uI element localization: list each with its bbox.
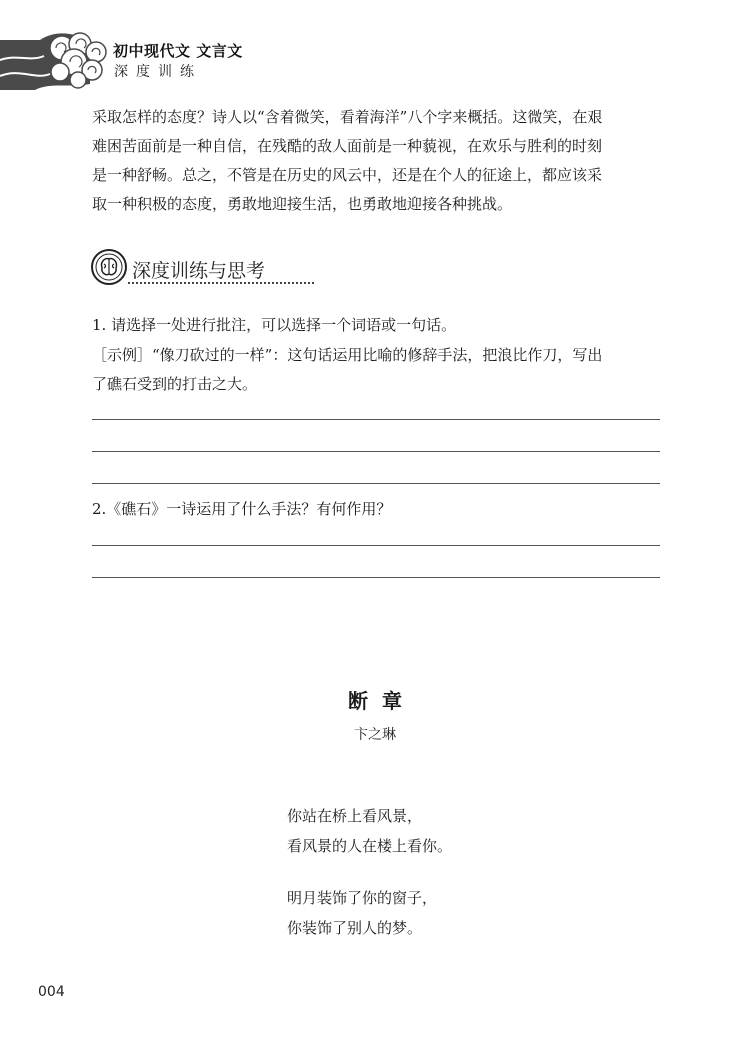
intro-line: 难困苦面前是一种自信，在残酷的敌人面前是一种藐视，在欢乐与胜利的时刻 (92, 137, 603, 155)
answer-line[interactable] (92, 483, 660, 484)
question-1-example: ［示例］“像刀砍过的一样”：这句话运用比喻的修辞手法，把浪比作刀，写出 (92, 346, 603, 364)
book-subtitle: 深度训练 (114, 64, 202, 80)
intro-line: 采取怎样的态度？诗人以“含着微笑，看着海洋”八个字来概括。这微笑，在艰 (92, 108, 603, 126)
section-underline (128, 282, 314, 284)
poem-line: 你站在桥上看风景， (287, 807, 423, 825)
answer-line[interactable] (92, 577, 660, 578)
brain-icon (90, 248, 128, 286)
question-1-example: 了礁石受到的打击之大。 (92, 375, 258, 393)
poem-line: 你装饰了别人的梦。 (287, 919, 423, 937)
answer-line[interactable] (92, 419, 660, 420)
intro-paragraph (92, 103, 662, 219)
answer-line[interactable] (92, 451, 660, 452)
section-title: 深度训练与思考 (132, 260, 266, 282)
answer-line[interactable] (92, 545, 660, 546)
poem-author: 卞之琳 (354, 727, 396, 743)
poem-line: 看风景的人在楼上看你。 (287, 837, 453, 855)
page-header (0, 0, 750, 110)
question-2: 2.《礁石》一诗运用了什么手法？有何作用？ (92, 500, 392, 518)
poem-line: 明月装饰了你的窗子， (287, 889, 438, 907)
intro-line: 是一种舒畅。总之，不管是在历史的风云中，还是在个人的征途上，都应该采 (92, 166, 603, 184)
intro-line: 取一种积极的态度，勇敢地迎接生活，也勇敢地迎接各种挑战。 (92, 195, 513, 213)
question-1: 1. 请选择一处进行批注，可以选择一个词语或一句话。 (92, 316, 457, 334)
page-number: 004 (38, 984, 65, 1000)
book-title: 初中现代文 文言文 (113, 42, 243, 60)
section-heading (90, 248, 295, 288)
poem-title: 断章 (348, 689, 416, 713)
